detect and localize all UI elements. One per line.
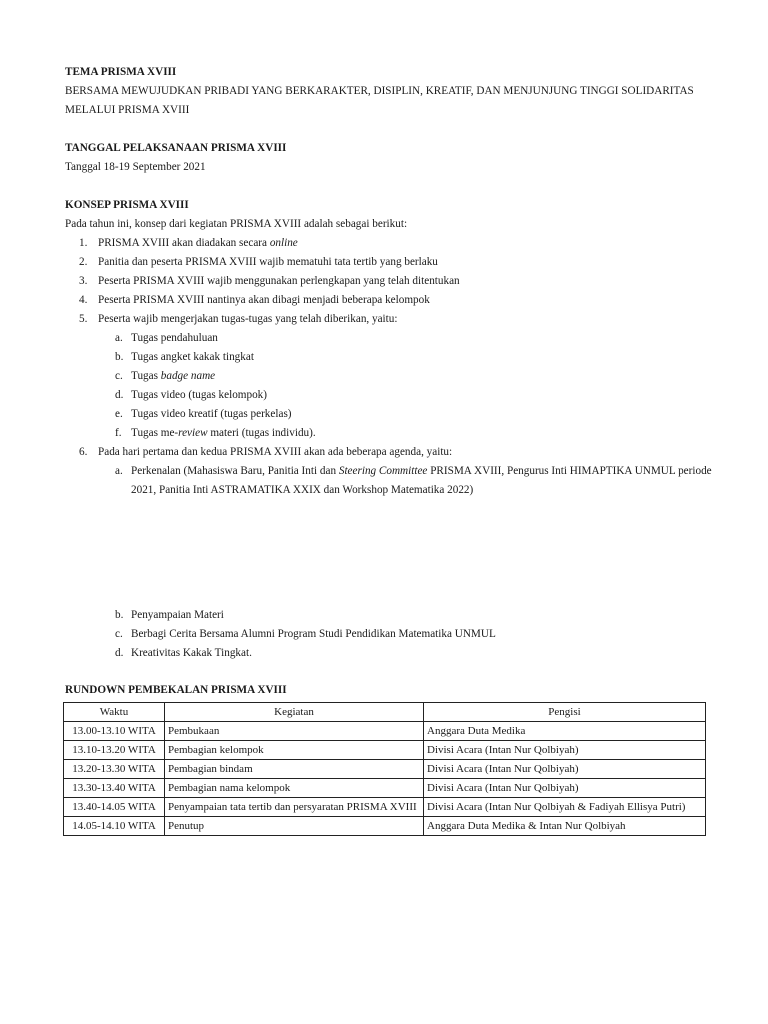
konsep-intro: Pada tahun ini, konsep dari kegiatan PRISMA XVIII adalah sebagai berikut: xyxy=(65,218,408,230)
cell-kegiatan: Pembukaan xyxy=(165,722,424,741)
cell-waktu: 14.05-14.10 WITA xyxy=(64,817,165,836)
sub-list-text: PRISMA XVIII, Pengurus Inti HIMAPTIKA UNMUL periode xyxy=(427,465,712,477)
list-text: Peserta PRISMA XVIII nantinya akan dibagi menjadi beberapa kelompok xyxy=(98,294,430,306)
sub-list-item xyxy=(65,424,725,443)
sub-list-item xyxy=(65,329,725,348)
list-number: 3. xyxy=(79,275,88,287)
cell-kegiatan: Pembagian bindam xyxy=(165,760,424,779)
sub-list-italic: review xyxy=(178,427,208,439)
tanggal-heading: TANGGAL PELAKSANAAN PRISMA XVIII xyxy=(65,142,287,154)
sub-list-item xyxy=(65,625,725,644)
cell-pengisi: Anggara Duta Medika & Intan Nur Qolbiyah xyxy=(424,817,706,836)
table-row xyxy=(64,741,706,760)
sub-list-text: Tugas me- xyxy=(131,427,179,439)
list-item xyxy=(65,272,725,291)
list-text: PRISMA XVIII akan diadakan secara xyxy=(98,237,270,249)
sub-list-text: Tugas video (tugas kelompok) xyxy=(131,389,268,401)
list-item xyxy=(65,310,725,329)
list-text: Peserta wajib mengerjakan tugas-tugas yang telah diberikan, yaitu: xyxy=(98,313,398,325)
list-number: 1. xyxy=(79,237,88,249)
cell-waktu: 13.30-13.40 WITA xyxy=(64,779,165,798)
sub-list-text: Tugas angket kakak tingkat xyxy=(131,351,254,363)
sub-list-letter: d. xyxy=(115,389,124,401)
column-header-kegiatan: Kegiatan xyxy=(165,703,424,722)
sub-list-letter: a. xyxy=(115,465,123,477)
list-item xyxy=(65,234,725,253)
cell-pengisi: Divisi Acara (Intan Nur Qolbiyah) xyxy=(424,741,706,760)
column-header-pengisi: Pengisi xyxy=(424,703,706,722)
list-text: Pada hari pertama dan kedua PRISMA XVIII akan ada beberapa agenda, yaitu: xyxy=(98,446,453,458)
rundown-table xyxy=(63,702,706,836)
table-row xyxy=(64,722,706,741)
tanggal-text: Tanggal 18-19 September 2021 xyxy=(65,161,206,173)
sub-list-item xyxy=(65,644,725,663)
cell-pengisi: Divisi Acara (Intan Nur Qolbiyah) xyxy=(424,779,706,798)
sub-list-text: materi (tugas individu). xyxy=(207,427,316,439)
list-text: Peserta PRISMA XVIII wajib menggunakan perlengkapan yang telah ditentukan xyxy=(98,275,460,287)
list-number: 4. xyxy=(79,294,88,306)
table-row xyxy=(64,779,706,798)
sub-list-letter: d. xyxy=(115,647,124,659)
list-item xyxy=(65,253,725,272)
list-italic: online xyxy=(269,237,298,249)
tema-heading: TEMA PRISMA XVIII xyxy=(65,66,177,78)
sub-list-item xyxy=(65,606,725,625)
list-item xyxy=(65,443,725,462)
table-header-row xyxy=(64,703,706,722)
sub-list-letter: c. xyxy=(115,628,123,640)
sub-list-letter: f. xyxy=(115,427,122,439)
tema-text-line1: BERSAMA MEWUJUDKAN PRIBADI YANG BERKARAKTER, DISIPLIN, KREATIF, DAN MENJUNJUNG TINGGI SOLIDARITAS xyxy=(65,85,694,97)
sub-list-item xyxy=(65,405,725,424)
list-item xyxy=(65,291,725,310)
list-number: 6. xyxy=(79,446,88,458)
sub-list-item xyxy=(65,367,725,386)
sub-list-italic: Steering Committee xyxy=(338,465,428,477)
cell-pengisi: Anggara Duta Medika xyxy=(424,722,706,741)
sub-list-text: Kreativitas Kakak Tingkat. xyxy=(131,647,252,659)
table-row xyxy=(64,817,706,836)
list-text: Panitia dan peserta PRISMA XVIII wajib mematuhi tata tertib yang berlaku xyxy=(98,256,438,268)
column-header-waktu: Waktu xyxy=(64,703,165,722)
table-row xyxy=(64,798,706,817)
sub-list-letter: a. xyxy=(115,332,123,344)
list-number: 5. xyxy=(79,313,88,325)
sub-list-italic: badge name xyxy=(160,370,216,382)
sub-list-text: Perkenalan (Mahasiswa Baru, Panitia Inti dan xyxy=(131,465,339,477)
cell-kegiatan: Pembagian kelompok xyxy=(165,741,424,760)
sub-list-text: Tugas pendahuluan xyxy=(131,332,218,344)
sub-list-text: Tugas video kreatif (tugas perkelas) xyxy=(131,408,292,420)
konsep-heading: KONSEP PRISMA XVIII xyxy=(65,199,189,211)
sub-list-item xyxy=(65,462,725,481)
cell-waktu: 13.00-13.10 WITA xyxy=(64,722,165,741)
sub-list-letter: e. xyxy=(115,408,123,420)
cell-pengisi: Divisi Acara (Intan Nur Qolbiyah & Fadiyah Ellisya Putri) xyxy=(424,798,706,817)
sub-list-item-continuation xyxy=(65,481,725,500)
sub-list-letter: c. xyxy=(115,370,123,382)
sub-list-letter: b. xyxy=(115,351,124,363)
konsep-list xyxy=(65,234,725,500)
sub-list-text: Penyampaian Materi xyxy=(131,609,224,621)
list-number: 2. xyxy=(79,256,88,268)
sub-list-text: Berbagi Cerita Bersama Alumni Program Studi Pendidikan Matematika UNMUL xyxy=(131,628,496,640)
cell-waktu: 13.40-14.05 WITA xyxy=(64,798,165,817)
cell-pengisi: Divisi Acara (Intan Nur Qolbiyah) xyxy=(424,760,706,779)
cell-kegiatan: Penutup xyxy=(165,817,424,836)
tema-text-line2: MELALUI PRISMA XVIII xyxy=(65,104,190,116)
cell-waktu: 13.10-13.20 WITA xyxy=(64,741,165,760)
sub-list-letter: b. xyxy=(115,609,124,621)
sub-list-item xyxy=(65,348,725,367)
agenda-list-continued xyxy=(65,606,725,663)
sub-list-text: 2021, Panitia Inti ASTRAMATIKA XXIX dan Workshop Matematika 2022) xyxy=(131,484,474,496)
rundown-heading: RUNDOWN PEMBEKALAN PRISMA XVIII xyxy=(65,684,287,696)
cell-kegiatan: Penyampaian tata tertib dan persyaratan PRISMA XVIII xyxy=(165,798,424,817)
table-row xyxy=(64,760,706,779)
sub-list-item xyxy=(65,386,725,405)
sub-list-text: Tugas xyxy=(131,370,161,382)
cell-kegiatan: Pembagian nama kelompok xyxy=(165,779,424,798)
cell-waktu: 13.20-13.30 WITA xyxy=(64,760,165,779)
